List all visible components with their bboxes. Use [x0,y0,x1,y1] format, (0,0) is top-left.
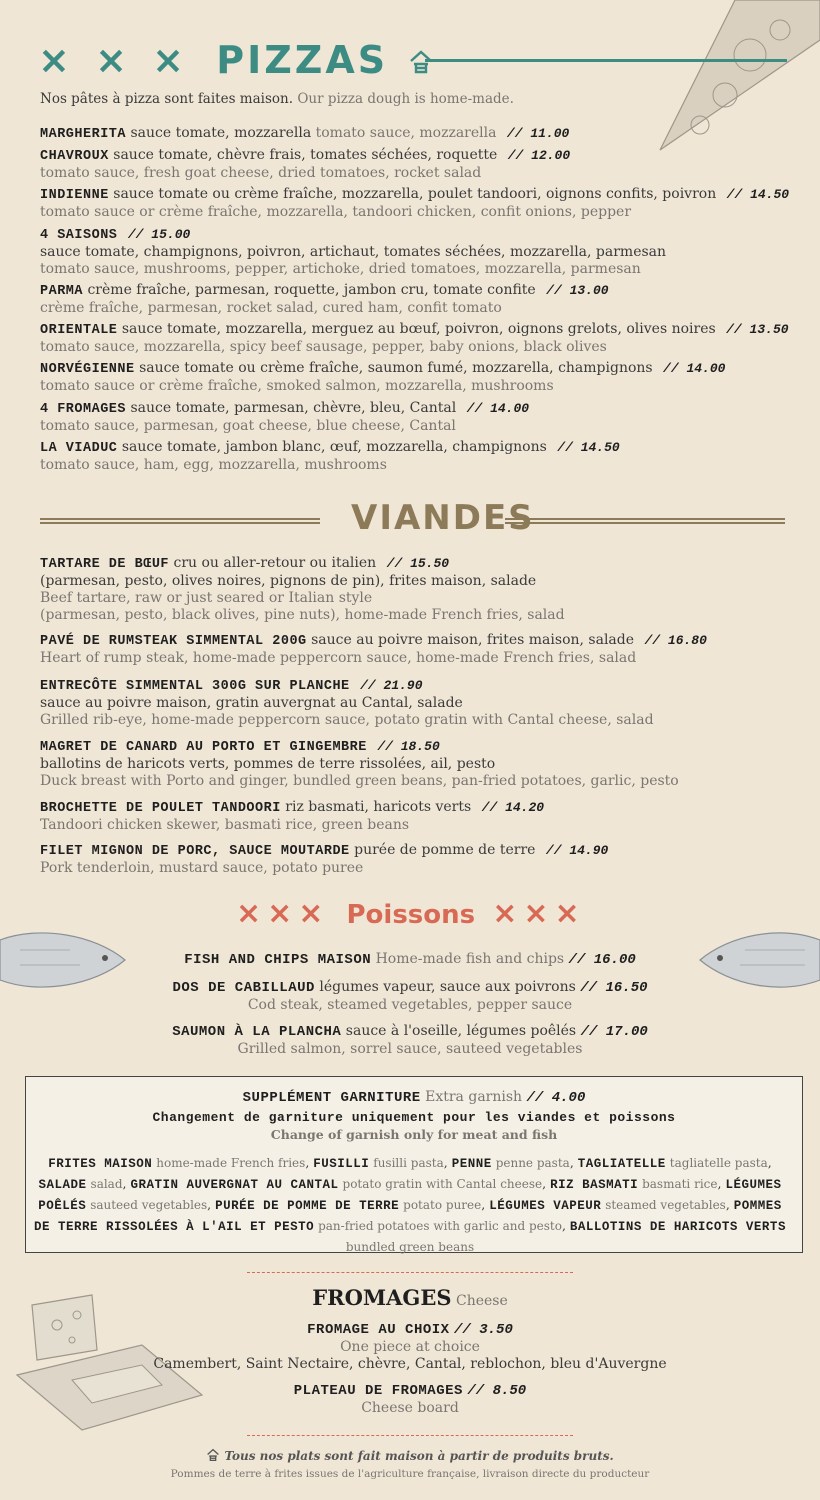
price-separator: // [127,227,144,242]
item-description-en: Duck breast with Porto and ginger, bundled green beans, pan-fried potatoes, garlic, pesto [40,773,679,789]
poissons-title: Poissons [346,900,476,930]
item-name: PARMA [40,284,84,299]
menu-item [40,125,569,143]
supplement-heading [26,1089,802,1106]
garnish-en: basmati rice [642,1177,718,1191]
garnish-name: RIZ BASMATI [550,1178,639,1192]
menu-item [40,147,570,182]
item-description-en: Tandoori chicken skewer, basmati rice, green beans [40,817,410,833]
menu-item [40,226,666,278]
item-name: ENTRECÔTE SIMMENTAL 300G SUR PLANCHE [40,679,350,694]
intro-en: Our pizza dough is home-made. [297,91,514,107]
price-separator: // [481,800,498,815]
garnish-en: steamed vegetables [605,1198,726,1212]
item-name: NORVÉGIENNE [40,362,135,377]
garnish-en: penne pasta [495,1156,570,1170]
item-name: LA VIADUC [40,441,118,456]
item-description-en: tomato sauce or crème fraîche, smoked salmon, mozzarella, mushrooms [40,378,554,394]
price-separator: // [454,1322,471,1338]
item-name: ORIENTALE [40,323,118,338]
menu-item [40,439,620,474]
title-marks: × × × [38,38,190,82]
garnish-name: GRATIN AUVERGNAT AU CANTAL [130,1178,339,1192]
supplement-title-en: Extra garnish [425,1089,523,1105]
item-description-en: tomato sauce, ham, egg, mozzarella, mushrooms [40,457,387,473]
item-description-fr: Camembert, Saint Nectaire, chèvre, Cantal, reblochon, bleu d'Auvergne [153,1356,667,1372]
cross-marks-left: ××× [236,896,330,931]
price-separator: // [386,556,403,571]
item-description-en: Heart of rump steak, home-made peppercorn sauce, home-made French fries, salad [40,650,637,666]
pizzas-intro [40,91,514,107]
garnish-en: salad [90,1177,123,1191]
menu-item [40,360,725,395]
item-price: 16.80 [667,633,707,648]
item-price: 16.50 [605,980,648,996]
item-description-en: Cod steak, steamed vegetables, pepper sauce [247,997,573,1013]
garnish-list: FRITES MAISON home-made French fries, FUSILLI fusilli pasta, PENNE penne pasta, TAGLIATELLE tagliatelle pasta, SALADE salad, GRATIN AUVERGNAT AU CANTAL potato gratin with Cantal cheese, RIZ BASMATI basmati rice, LÉGUMES POÊLÉS sauteed vegetables, PURÉE DE POMME DE TERRE potato puree, LÉGUMES VAPEUR steamed vegetables, POMMES DE TERRE RISSOLÉES À L'AIL ET PESTO pan-fried potatoes with garlic and pesto, BALLOTINS DE HARICOTS VERTS bundled green beans [34,1155,786,1254]
item-description-fr: purée de pomme de terre [354,842,536,858]
garnish-en: bundled green beans [345,1240,475,1254]
garnish-name: POMMES DE TERRE RISSOLÉES À L'AIL ET PESTO [34,1199,782,1234]
menu-item [40,555,565,624]
item-price: 14.00 [686,361,726,376]
item-price: 14.50 [750,187,790,202]
item-name: SAUMON À LA PLANCHA [172,1024,342,1040]
item-name: FISH AND CHIPS MAISON [184,952,372,968]
dashed-divider [247,1435,573,1436]
item-description-fr: sauce tomate ou crème fraîche, mozzarella, poulet tandoori, oignons confits, poivron [113,186,717,202]
garnish-name: FUSILLI [313,1157,370,1171]
item-description: Home-made fish and chips [375,951,565,967]
pizzas-section-title [38,38,434,82]
item-description-en: tomato sauce, mozzarella, spicy beef sausage, pepper, baby onions, black olives [40,339,607,355]
menu-item [40,842,608,877]
item-description-fr-2: ballotins de haricots verts, pommes de terre rissolées, ail, pesto [40,756,496,772]
supplement-price: 4.00 [551,1090,586,1106]
poissons-section-title [236,896,586,931]
item-price: 16.00 [593,952,636,968]
price-separator: // [580,1024,598,1040]
garnish-en: pan-fried potatoes with garlic and pesto [318,1219,562,1233]
item-name: PAVÉ DE RUMSTEAK SIMMENTAL 200G [40,634,307,649]
item-price: 15.00 [151,227,191,242]
menu-item [40,799,544,834]
item-price: 14.90 [569,843,609,858]
price-separator: // [360,678,376,693]
item-name: DOS DE CABILLAUD [172,980,315,996]
garnish-en: home-made French fries [156,1156,306,1170]
price-separator: // [466,401,483,416]
price-separator: // [545,843,562,858]
supplement-note-en: Change of garnish only for meat and fish [270,1127,558,1142]
footer-line-2: Pommes de terre à frites issues de l'agriculture française, livraison directe du producteur [170,1468,650,1480]
menu-item [0,979,820,1014]
item-price: 21.90 [383,678,423,693]
fromages-title-en: Cheese [455,1293,508,1309]
item-description-en-2: (parmesan, pesto, black olives, pine nuts), home-made French fries, salad [40,607,565,623]
price-separator: // [507,148,524,163]
item-description-fr: riz basmati, haricots verts [285,799,472,815]
garnish-en: sauteed vegetables [90,1198,208,1212]
item-description-en: crème fraîche, parmesan, rocket salad, cured ham, confit tomato [40,300,502,316]
garnish-name: LÉGUMES VAPEUR [489,1199,602,1213]
item-description-en: tomato sauce or crème fraîche, mozzarella, tandoori chicken, confit onions, pepper [40,204,632,220]
cross-marks-right: ××× [492,896,586,931]
pizzas-divider [425,59,787,62]
item-description-fr-2: (parmesan, pesto, olives noires, pignons de pin), frites maison, salade [40,573,537,589]
garnish-name: FRITES MAISON [48,1157,153,1171]
fromages-heading [0,1285,820,1310]
item-price: 18.50 [400,739,440,754]
menu-item [0,1321,820,1373]
price-separator: // [557,440,573,455]
item-description-fr: sauce tomate, mozzarella, merguez au bœuf, poivron, oignons grelots, olives noires [121,321,716,337]
price-separator: // [726,322,742,337]
item-description-fr: sauce tomate, champignons, poivron, artichaut, tomates séchées, mozzarella, parmesan [40,244,667,260]
item-description-fr: crème fraîche, parmesan, roquette, jambon cru, tomate confite [87,282,536,298]
fromages-title: FROMAGES [312,1285,452,1310]
menu-item [40,321,789,356]
supplement-note: Changement de garniture uniquement pour les viandes et poissons [152,1110,676,1125]
item-description-en: Cheese board [361,1400,459,1416]
item-price: 3.50 [479,1322,513,1338]
price-separator: // [526,1090,544,1106]
dashed-divider [247,1272,573,1273]
item-price: 13.00 [569,283,609,298]
item-description-fr: sauce au poivre maison, frites maison, salade [311,632,635,648]
garnish-en: fusilli pasta [373,1156,444,1170]
item-price: 14.00 [490,401,530,416]
menu-item [40,738,679,790]
viandes-title: VIANDES [351,498,535,538]
menu-item [40,282,609,317]
item-name: MARGHERITA [40,127,127,142]
item-price: 15.50 [410,556,450,571]
garnish-name: LÉGUMES POÊLÉS [38,1178,782,1213]
menu-item [40,400,529,435]
item-name: PLATEAU DE FROMAGES [293,1383,463,1399]
intro-fr: Nos pâtes à pizza sont faites maison. [40,91,294,107]
item-description-fr: sauce tomate ou crème fraîche, saumon fumé, mozzarella, champignons [139,360,653,376]
price-separator: // [568,952,586,968]
menu-item [0,951,820,969]
garnish-en: potato gratin with Cantal cheese [342,1177,543,1191]
item-description-en: Pork tenderloin, mustard sauce, potato puree [40,860,364,876]
garnish-name: PURÉE DE POMME DE TERRE [215,1199,400,1213]
item-name: CHAVROUX [40,149,109,164]
garnish-en: potato puree [403,1198,482,1212]
item-description-fr: sauce tomate, jambon blanc, œuf, mozzarella, champignons [121,439,547,455]
item-description-en: Grilled rib-eye, home-made peppercorn sauce, potato gratin with Cantal cheese, salad [40,712,654,728]
price-separator: // [644,633,661,648]
viandes-divider-right [505,518,785,524]
menu-item [0,1023,820,1058]
item-price: 12.00 [531,148,571,163]
price-separator: // [377,739,393,754]
footer-note [0,1448,820,1465]
item-description-fr-2: sauce au poivre maison, gratin auvergnat au Cantal, salade [40,695,463,711]
item-description-fr: sauce tomate, parmesan, chèvre, bleu, Cantal [130,400,457,416]
item-name: MAGRET DE CANARD AU PORTO ET GINGEMBRE [40,740,367,755]
home-made-icon [408,49,434,75]
menu-item [40,632,707,667]
item-name: FILET MIGNON DE PORC, SAUCE MOUTARDE [40,844,350,859]
item-description-en: tomato sauce, fresh goat cheese, dried tomatoes, rocket salad [40,165,482,181]
item-description-fr: légumes vapeur, sauce aux poivrons [319,979,576,995]
menu-item [40,186,789,221]
price-separator: // [546,283,562,298]
item-description-fr: sauce à l'oseille, légumes poêlés [345,1023,577,1039]
item-price: 14.50 [580,440,620,455]
supplement-title: SUPPLÉMENT GARNITURE [242,1090,421,1106]
item-description-en: tomato sauce, mozzarella [315,125,497,141]
item-price: 11.00 [530,126,570,141]
item-name: BROCHETTE DE POULET TANDOORI [40,801,281,816]
item-name: 4 SAISONS [40,228,118,243]
garnish-name: PENNE [451,1157,492,1171]
item-description-en: Beef tartare, raw or just seared or Italian style [40,590,373,606]
price-separator: // [506,126,523,141]
menu-item [40,677,654,729]
item-description-en: Grilled salmon, sorrel sauce, sauteed vegetables [237,1041,583,1057]
viandes-divider-left [40,518,320,524]
pizza-slice-illustration-icon [640,0,820,180]
item-description-fr: cru ou aller-retour ou italien [173,555,377,571]
item-name: INDIENNE [40,188,109,203]
item-price: 14.20 [505,800,545,815]
item-price: 17.00 [605,1024,648,1040]
item-price: 8.50 [492,1383,527,1399]
price-separator: // [726,187,743,202]
item-name: TARTARE DE BŒUF [40,557,170,572]
menu-item [0,1382,820,1417]
item-name: FROMAGE AU CHOIX [307,1322,450,1338]
price-separator: // [663,361,679,376]
pizzas-title: PIZZAS [216,38,389,82]
price-separator: // [467,1383,485,1399]
item-name: 4 FROMAGES [40,402,127,417]
item-description-fr: sauce tomate, chèvre frais, tomates séchées, roquette [113,147,498,163]
home-made-icon [206,1448,220,1462]
garnish-name: TAGLIATELLE [577,1157,666,1171]
garnish-name: BALLOTINS DE HARICOTS VERTS [569,1220,786,1234]
item-description-en: One piece at choice [340,1339,480,1355]
price-separator: // [580,980,598,996]
item-description-en: tomato sauce, mushrooms, pepper, artichoke, dried tomatoes, mozzarella, parmesan [40,261,641,277]
item-price: 13.50 [749,322,789,337]
garnish-en: tagliatelle pasta [669,1156,768,1170]
item-description-fr: sauce tomate, mozzarella [130,125,312,141]
garnish-name: SALADE [38,1178,87,1192]
footer-line-1: Tous nos plats sont fait maison à partir de produits bruts. [224,1449,614,1463]
item-description-en: tomato sauce, parmesan, goat cheese, blue cheese, Cantal [40,418,456,434]
